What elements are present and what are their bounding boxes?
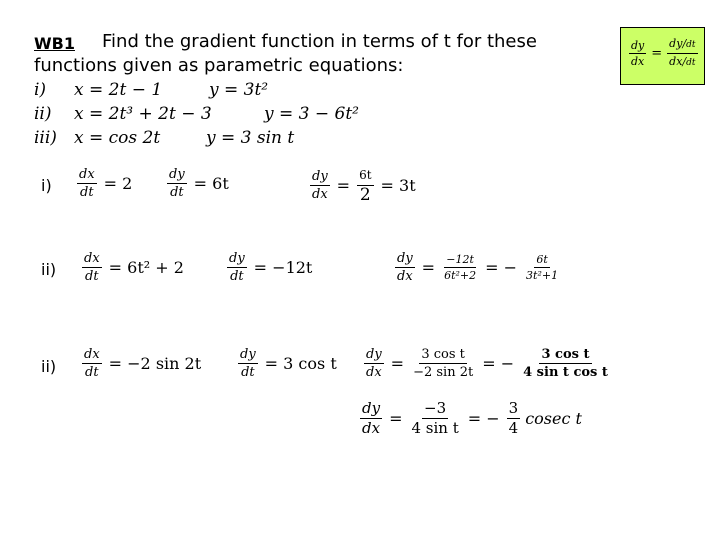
answer-3-fraction-den: −2 sin 2t bbox=[413, 365, 474, 380]
formula-rhs-fraction bbox=[667, 37, 697, 70]
answer-2-dydx-fraction bbox=[395, 251, 415, 284]
answer-3-dydt bbox=[236, 347, 342, 380]
answer-1-dydt-num: dy bbox=[169, 167, 185, 182]
answer-3-equals-neg: = − bbox=[482, 354, 515, 373]
answer-3-line2-equals-neg: = − bbox=[467, 409, 500, 428]
formula-rhs-top: dy/dt bbox=[667, 37, 697, 54]
answer-1-dydt-fraction bbox=[167, 167, 187, 200]
answer-3-dydx-den: dx bbox=[366, 365, 382, 380]
answer-2-simplified-num: 6t bbox=[536, 253, 548, 266]
answer-2-equals-neg: = − bbox=[485, 258, 518, 277]
answer-3-line2-dydx bbox=[360, 400, 382, 437]
question-3-label: iii) bbox=[34, 128, 57, 148]
question-1-label: i) bbox=[34, 80, 47, 100]
answer-1-dxdt-fraction bbox=[77, 167, 97, 200]
question-1-x: x = 2t − 1 bbox=[74, 80, 163, 100]
answer-3-simplified-den: 4 sin t cos t bbox=[523, 365, 608, 380]
worksheet-code: WB1 bbox=[34, 34, 75, 53]
answer-3-dydt-den: dt bbox=[241, 365, 255, 380]
formula-rhs-top-num: dy bbox=[669, 37, 683, 50]
answer-2-label: ii) bbox=[41, 260, 57, 279]
answer-2-dydt-num: dy bbox=[229, 251, 245, 266]
answer-1-dydt bbox=[165, 167, 234, 200]
answer-3-line2-equals: = bbox=[389, 409, 403, 428]
answer-3-dxdt-fraction bbox=[82, 347, 102, 380]
answer-3-dxdt-value: = −2 sin 2t bbox=[108, 354, 202, 373]
answer-3-line2-cosec: cosec t bbox=[525, 409, 582, 428]
answer-2-dydx bbox=[393, 251, 562, 284]
answer-1-label: i) bbox=[41, 176, 52, 195]
formula-rhs-bottom: dx/dt bbox=[669, 55, 696, 68]
question-2-y: y = 3 − 6t² bbox=[264, 104, 359, 124]
answer-3-dydx-num: dy bbox=[366, 347, 382, 362]
answer-1-fraction-den: 2 bbox=[359, 185, 371, 205]
answer-2-dydx-den: dx bbox=[397, 269, 413, 284]
answer-1-dydx-num: dy bbox=[312, 169, 328, 184]
answer-1-equals: = bbox=[336, 176, 351, 195]
answer-1-result: = 3t bbox=[380, 176, 416, 195]
answer-2-fraction bbox=[442, 253, 478, 282]
formula-equals: = bbox=[651, 46, 663, 61]
formula-rhs-bottom-num: dx bbox=[669, 55, 683, 68]
answer-1-dxdt-num: dx bbox=[79, 167, 95, 182]
answer-3-line2-coef bbox=[507, 400, 521, 437]
answer-3-simplified-num: 3 cos t bbox=[541, 347, 590, 362]
answer-2-dxdt-num: dx bbox=[84, 251, 100, 266]
formula-lhs-num: dy bbox=[631, 39, 645, 52]
answer-3-line2-dydx-num: dy bbox=[362, 399, 381, 417]
answer-1-dxdt-den: dt bbox=[80, 185, 94, 200]
answer-1-dydx-den: dx bbox=[312, 187, 328, 202]
answer-2-simplified bbox=[524, 253, 560, 282]
answer-3-dxdt-den: dt bbox=[85, 365, 99, 380]
question-1-y: y = 3t² bbox=[209, 80, 269, 100]
answer-1-dxdt-value: = 2 bbox=[103, 174, 133, 193]
question-3-x: x = cos 2t bbox=[74, 128, 161, 148]
answer-3-line2 bbox=[358, 400, 582, 437]
answer-3-dydt-fraction bbox=[238, 347, 258, 380]
answer-1-dydt-value: = 6t bbox=[193, 174, 229, 193]
answer-3-line2-dydx-den: dx bbox=[362, 419, 381, 437]
answer-1-fraction bbox=[357, 167, 373, 204]
answer-3-dydx-fraction bbox=[364, 347, 384, 380]
answer-1-dxdt bbox=[75, 167, 137, 200]
formula-lhs-den: dx bbox=[631, 55, 645, 68]
answer-3-line2-fraction-den: 4 sin t bbox=[411, 419, 459, 437]
answer-1-dydt-den: dt bbox=[170, 185, 184, 200]
answer-2-dydt bbox=[225, 251, 317, 284]
answer-2-simplified-den: 3t²+1 bbox=[526, 269, 559, 282]
answer-3-line2-fraction-num: −3 bbox=[424, 399, 447, 417]
answer-2-dxdt-fraction bbox=[82, 251, 102, 284]
answer-3-dxdt bbox=[80, 347, 206, 380]
answer-2-dydt-fraction bbox=[227, 251, 247, 284]
task-line-1: Find the gradient function in terms of t for these bbox=[102, 31, 537, 52]
answer-2-equals: = bbox=[421, 258, 436, 277]
formula-rhs-bottom-den: dt bbox=[686, 58, 696, 68]
answer-2-dydt-value: = −12t bbox=[253, 258, 313, 277]
question-2-label: ii) bbox=[34, 104, 52, 124]
formula-lhs-fraction bbox=[629, 39, 646, 68]
answer-3-dxdt-num: dx bbox=[84, 347, 100, 362]
answer-3-fraction bbox=[411, 347, 475, 380]
answer-1-dydx-fraction bbox=[310, 169, 330, 202]
answer-2-dxdt bbox=[80, 251, 189, 284]
answer-2-dydx-num: dy bbox=[397, 251, 413, 266]
formula-box bbox=[620, 27, 705, 85]
answer-3-fraction-num: 3 cos t bbox=[421, 347, 465, 362]
answer-3-line2-coef-den: 4 bbox=[508, 419, 519, 437]
answer-3-dydx bbox=[362, 347, 612, 380]
answer-1-fraction-num: 6t bbox=[357, 167, 373, 186]
answer-2-dxdt-value: = 6t² + 2 bbox=[108, 258, 184, 277]
answer-3-dydt-num: dy bbox=[240, 347, 256, 362]
question-2-x: x = 2t³ + 2t − 3 bbox=[74, 104, 212, 124]
answer-2-dydt-den: dt bbox=[230, 269, 244, 284]
answer-3-simplified bbox=[521, 347, 610, 380]
answer-3-line2-coef-num: 3 bbox=[508, 399, 519, 417]
answer-3-label: ii) bbox=[41, 357, 57, 376]
answer-1-dydx bbox=[308, 167, 421, 204]
formula-rhs-top-den: dt bbox=[686, 40, 696, 50]
answer-3-dydt-value: = 3 cos t bbox=[264, 354, 337, 373]
answer-2-fraction-num: −12t bbox=[446, 253, 474, 266]
answer-3-line2-fraction bbox=[409, 400, 460, 437]
answer-3-equals: = bbox=[390, 354, 405, 373]
task-line-2: functions given as parametric equations: bbox=[34, 55, 404, 76]
answer-2-dxdt-den: dt bbox=[85, 269, 99, 284]
answer-2-fraction-den: 6t²+2 bbox=[444, 269, 477, 282]
formula-box-equation bbox=[627, 37, 700, 70]
question-3-y: y = 3 sin t bbox=[206, 128, 295, 148]
